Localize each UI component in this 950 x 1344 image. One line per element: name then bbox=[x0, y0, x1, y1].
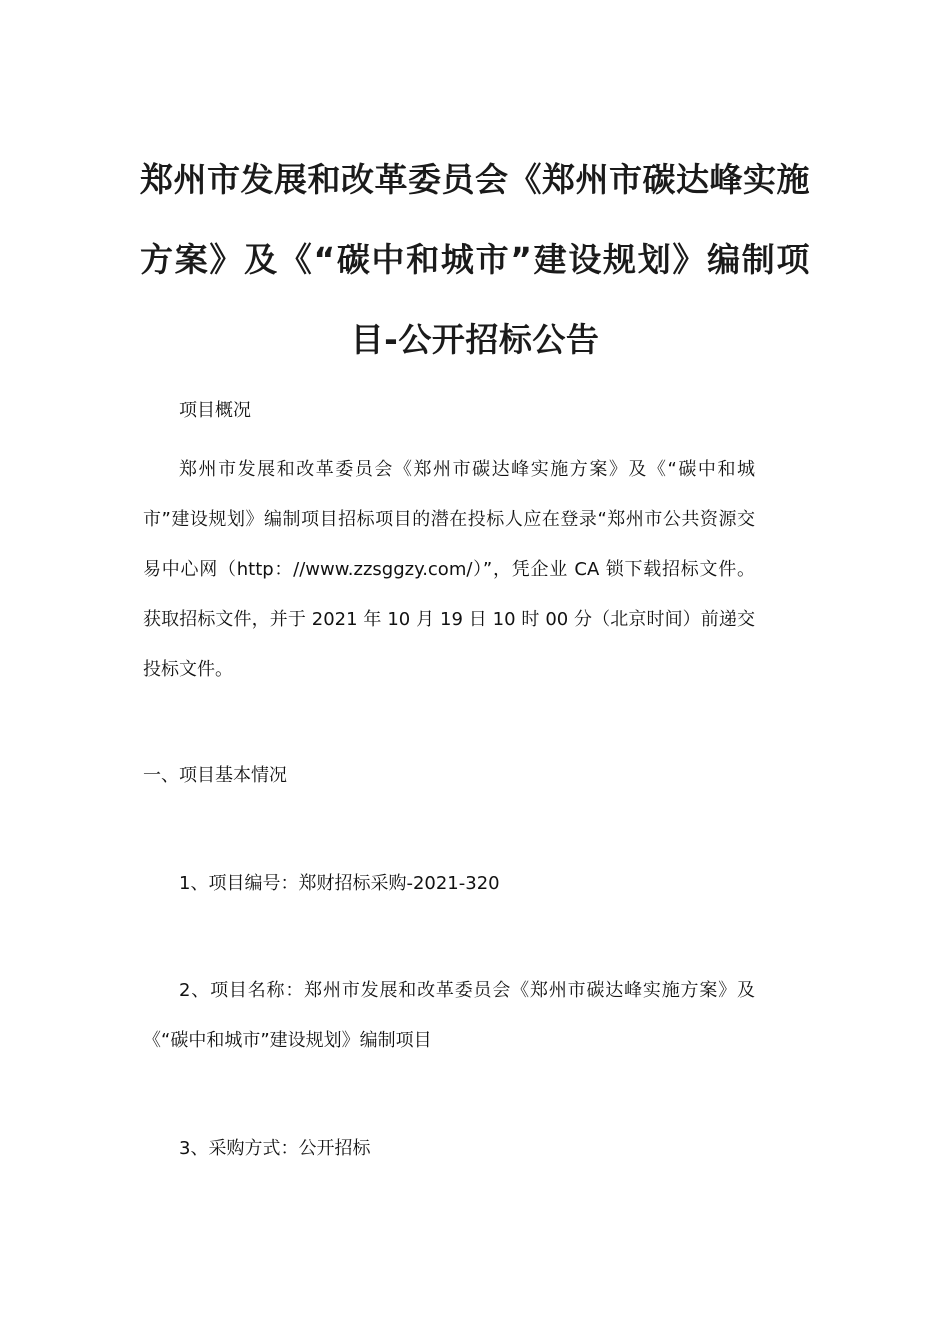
list-item-project-number: 1、项目编号：郑财招标采购-2021-320 bbox=[179, 873, 500, 894]
list-item-project-name: 2、项目名称：郑州市发展和改革委员会《郑州市碳达峰实施方案》及《“碳中和城市”建设规划》编制项目 bbox=[143, 980, 755, 1051]
intro-paragraph: 郑州市发展和改革委员会《郑州市碳达峰实施方案》及《“碳中和城市”建设规划》编制项目招标项目的潜在投标人应在登录“郑州市公共资源交易中心网（http：//www.zzsggzy.com/）”，凭企业 CA 锁下载招标文件。获取招标文件，并于 2021 年 10 月 19 日 10 时 00 分（北京时间）前递交投标文件。 bbox=[143, 459, 755, 680]
document-title: 郑州市发展和改革委员会《郑州市碳达峰实施方案》及《“碳中和城市”建设规划》编制项目-公开招标公告 bbox=[140, 160, 810, 359]
list-item-procurement-method: 3、采购方式：公开招标 bbox=[179, 1138, 371, 1159]
overview-heading: 项目概况 bbox=[179, 400, 251, 421]
section-heading: 一、项目基本情况 bbox=[143, 765, 287, 786]
